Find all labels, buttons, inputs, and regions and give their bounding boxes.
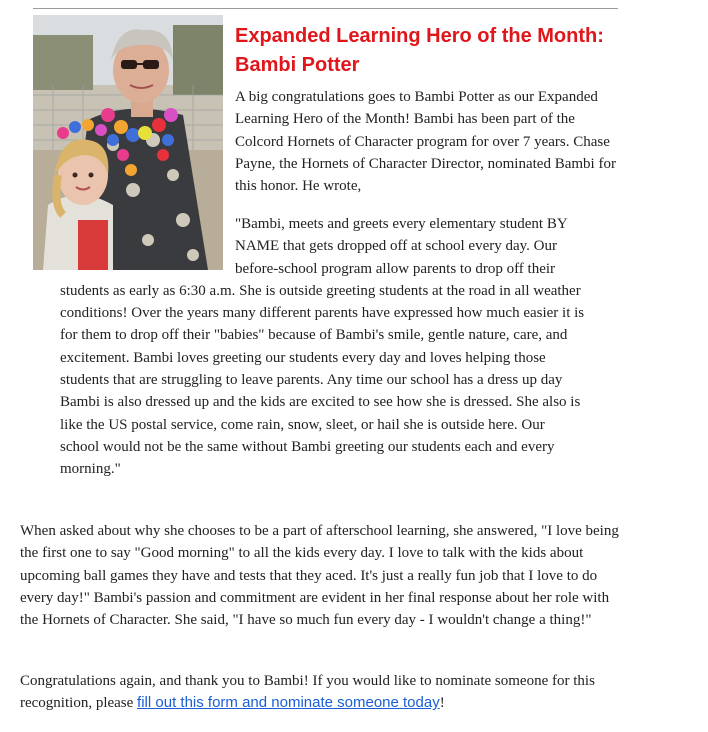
closing-paragraph [20,670,620,715]
closing-text: Congratulations again, and thank you to Bambi! If you would like to nominate someone for this recognition, please [20,673,595,712]
intro-paragraph: A big congratulations goes to Bambi Potter as our Expanded Learning Hero of the Month! Bambi has been part of the Colcord Hornets of Character program for over 7 years. Chase Payne, the Hornets of Character Director, nominated Bambi for this honor. He wrote, [235,89,616,195]
closing-suffix: ! [439,695,445,712]
top-divider [33,8,618,9]
quote-float-spacer [60,213,235,279]
response-paragraph: When asked about why she chooses to be a part of afterschool learning, she answered, "I love being the first one to say "Good morning" to all the kids every day. I love to talk with the kids about upcoming ball games they have and tests that they aced. It's just a really fun job that I love to do every day!" Bambi's passion and commitment are evident in her final response about her role with the Hornets of Character. She said, "I have so much fun every day - I wouldn't change a thing!" [20,523,619,629]
article-title: Expanded Learning Hero of the Month: Bambi Potter [235,25,604,76]
nomination-quote [60,213,585,481]
nomination-form-link[interactable]: fill out this form and nominate someone today [137,694,440,712]
quote-text: "Bambi, meets and greets every elementary student BY NAME that gets dropped off at school every day. Our before-school program allow parents to drop off their students as early as 6:30 a.m. She is outside greeting students at the road in all weather conditions! Over the years many different parents have expressed how much easier it is for them to drop off their "babies" because of Bambi's smile, gentle nature, care, and excitement. Bambi loves greeting our students every day and loves helping those students that are struggling to leave parents. Any time our school has a dress up day Bambi is also dressed up and the kids are excited to see how she is dressed. She also is like the US postal service, come rain, snow, sleet, or hail she is outside here. Our school would not be the same without Bambi greeting our students each and every morning." [60,216,585,478]
